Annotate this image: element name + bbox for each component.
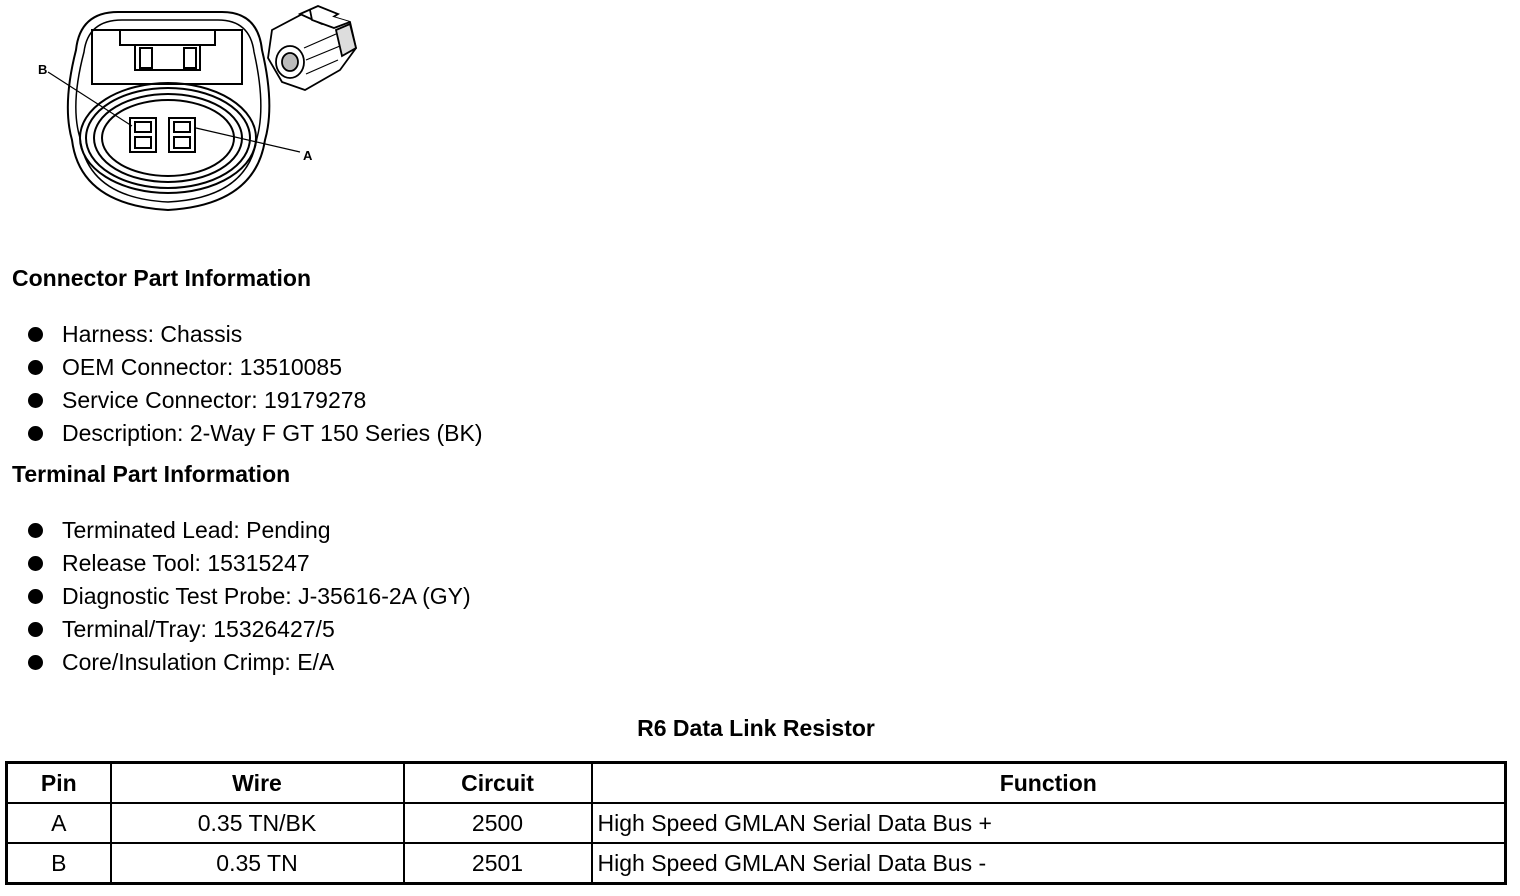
cell-function: High Speed GMLAN Serial Data Bus + [592, 803, 1506, 843]
pinout-table [5, 761, 1507, 885]
bullet-icon [28, 556, 43, 571]
cell-wire: 0.35 TN [111, 843, 404, 884]
header-function: Function [592, 763, 1506, 804]
terminal-info-list [28, 514, 471, 679]
header-circuit: Circuit [404, 763, 592, 804]
table-row [7, 803, 1506, 843]
connector-diagram [0, 0, 380, 225]
pin-label-a: A [303, 148, 313, 163]
terminal-section-title: Terminal Part Information [12, 461, 291, 487]
cell-circuit: 2501 [404, 843, 592, 884]
cell-pin: B [7, 843, 111, 884]
bullet-icon [28, 523, 43, 538]
cell-circuit: 2500 [404, 803, 592, 843]
header-pin: Pin [7, 763, 111, 804]
list-item: Harness: Chassis [28, 318, 483, 351]
table-title: R6 Data Link Resistor [637, 715, 875, 741]
connector-section-title: Connector Part Information [12, 265, 312, 291]
bullet-icon [28, 589, 43, 604]
header-wire: Wire [111, 763, 404, 804]
bullet-icon [28, 426, 43, 441]
connector-info-list [28, 318, 483, 450]
bullet-icon [28, 655, 43, 670]
list-item: OEM Connector: 13510085 [28, 351, 483, 384]
cell-pin: A [7, 803, 111, 843]
connector-face-icon [48, 12, 300, 210]
bullet-icon [28, 622, 43, 637]
list-item: Release Tool: 15315247 [28, 547, 471, 580]
list-item: Terminated Lead: Pending [28, 514, 471, 547]
bullet-icon [28, 393, 43, 408]
list-item: Diagnostic Test Probe: J-35616-2A (GY) [28, 580, 471, 613]
table-header-row [7, 763, 1506, 804]
list-item: Core/Insulation Crimp: E/A [28, 646, 471, 679]
bullet-icon [28, 327, 43, 342]
connector-3d-icon [268, 6, 356, 90]
cell-function: High Speed GMLAN Serial Data Bus - [592, 843, 1506, 884]
list-item: Terminal/Tray: 15326427/5 [28, 613, 471, 646]
cell-wire: 0.35 TN/BK [111, 803, 404, 843]
pin-label-b: B [38, 62, 48, 77]
bullet-icon [28, 360, 43, 375]
list-item: Description: 2-Way F GT 150 Series (BK) [28, 417, 483, 450]
list-item: Service Connector: 19179278 [28, 384, 483, 417]
table-row [7, 843, 1506, 884]
